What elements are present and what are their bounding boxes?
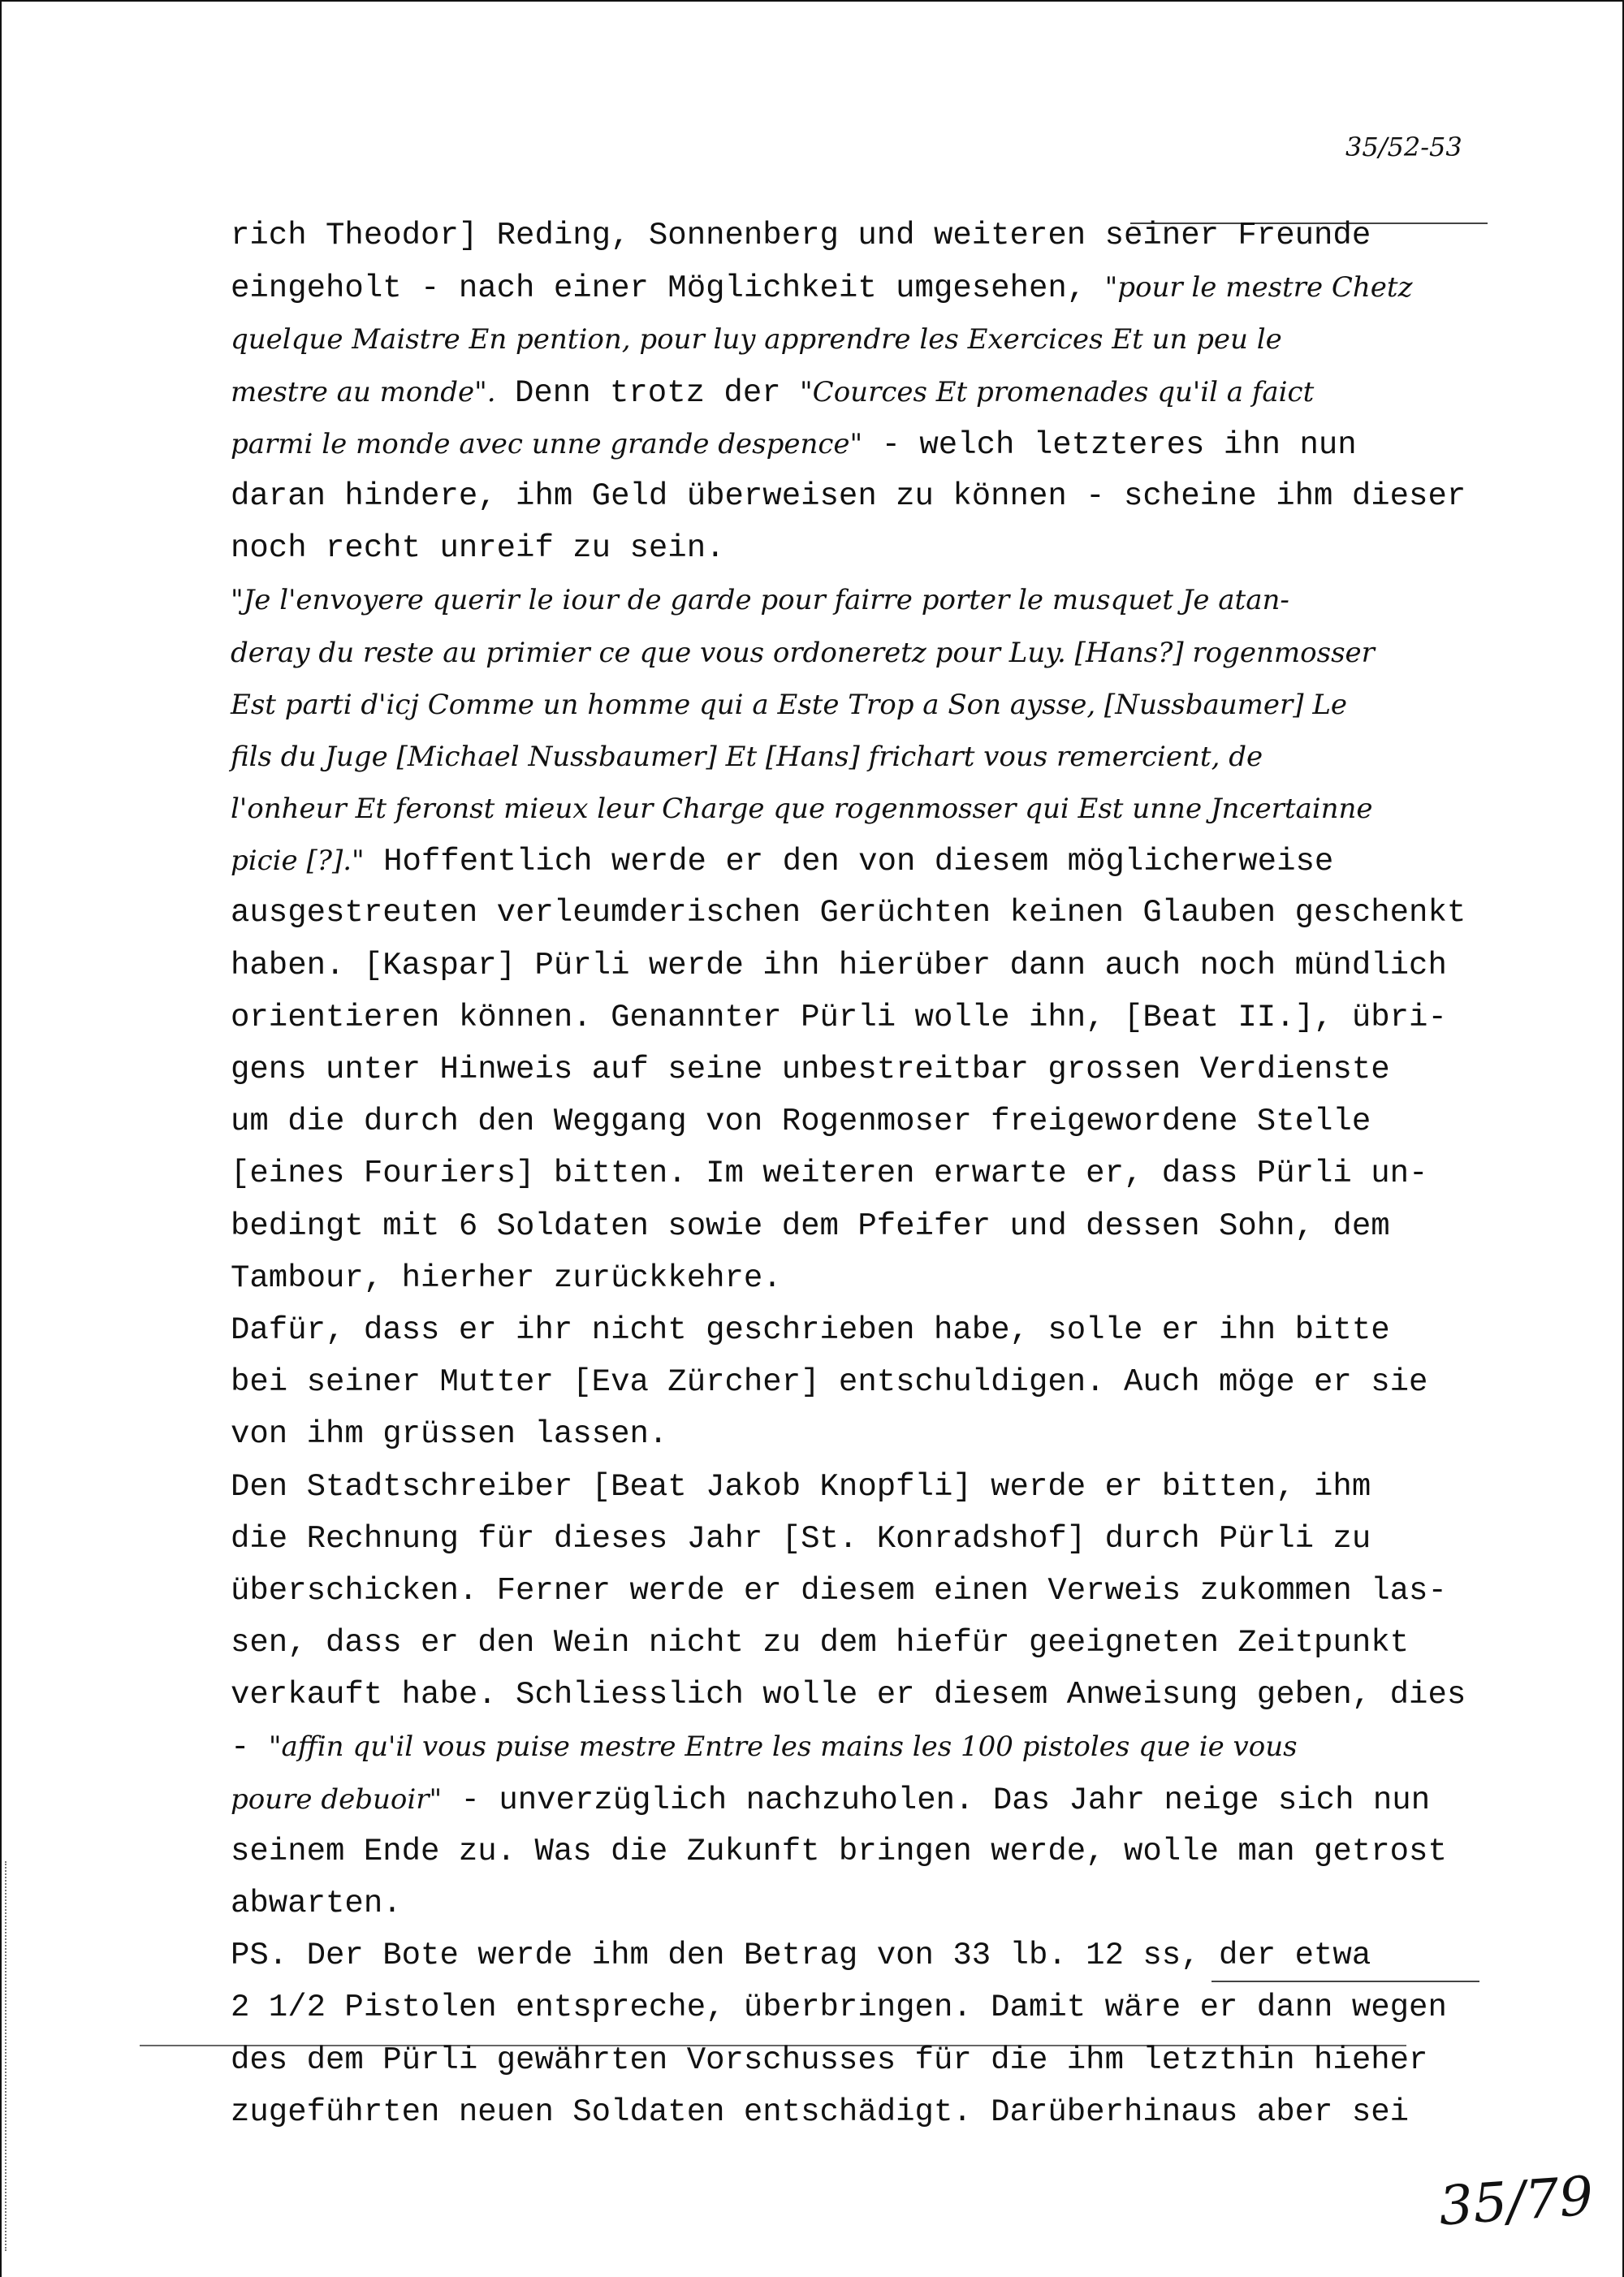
body-text-segment: Den Stadtschreiber [Beat Jakob Knopfli] werde er bitten, ihm [231, 1468, 1371, 1505]
text-line [231, 313, 1530, 365]
archive-mark: 35/79 [1436, 2164, 1596, 2238]
body-text-segment: noch recht unreif zu sein. [231, 530, 725, 567]
text-line [231, 992, 1530, 1043]
quoted-source-text: mestre au monde". [231, 375, 496, 408]
text-line [231, 835, 1530, 887]
text-line [231, 1043, 1530, 1095]
text-line [231, 940, 1530, 992]
body-text-segment: verkauft habe. Schliesslich wolle er diesem Anweisung geben, dies [231, 1677, 1466, 1713]
text-line [231, 1252, 1530, 1304]
body-text-segment: eingeholt - nach einer Möglichkeit umgesehen, [231, 270, 1105, 307]
text-line [231, 783, 1530, 835]
text-line [231, 679, 1530, 731]
body-text-segment: Denn trotz der [495, 374, 801, 411]
quoted-source-text: "affin qu'il vous puise mestre Entre les mains les 100 pistoles que ie vous [268, 1730, 1298, 1764]
body-text-segment: abwarten. [231, 1886, 402, 1921]
body-text-segment: bei seiner Mutter [Eva Zürcher] entschuldigen. Auch möge er sie [231, 1364, 1428, 1401]
body-text-segment: seinem Ende zu. Was die Zukunft bringen werde, wolle man getrost [231, 1833, 1447, 1869]
text-line [231, 261, 1530, 313]
text-line [231, 574, 1530, 626]
text-line [231, 1565, 1530, 1617]
text-line [231, 2086, 1530, 2138]
scan-edge-marks [5, 1861, 31, 2251]
text-line [231, 210, 1530, 261]
text-line [231, 1147, 1530, 1199]
text-line [231, 1095, 1530, 1147]
text-line [231, 1929, 1530, 1981]
body-text-segment: überschicken. Ferner werde er diesem einen Verweis zukommen las- [231, 1572, 1447, 1609]
quoted-source-text: deray du reste au primier ce que vous ordoneretz pour Luy. [Hans?] rogenmosser [231, 636, 1375, 669]
text-line [231, 887, 1530, 939]
body-text-segment: des dem Pürli gewährten Vorschusses für die ihm letzthin hieher [231, 2042, 1428, 2078]
body-text-segment: Hoffentlich werde er den von diesem möglicherweise [364, 844, 1334, 880]
quoted-source-text: "Je l'envoyere querir le iour de garde pour fairre porter le musquet Je atan- [231, 584, 1289, 617]
text-line [231, 1461, 1530, 1513]
text-line [231, 1200, 1530, 1252]
quoted-source-text: "pour le mestre Chetz [1104, 271, 1413, 305]
text-line [231, 366, 1530, 418]
body-text-segment: - unverzüglich nachzuholen. Das Jahr neige sich nun [442, 1782, 1431, 1818]
body-text-segment: die Rechnung für dieses Jahr [St. Konradshof] durch Pürli zu [231, 1520, 1371, 1557]
body-text-segment: bedingt mit 6 Soldaten sowie dem Pfeifer und dessen Sohn, dem [231, 1208, 1390, 1244]
quoted-source-text: "Cources Et promenades qu'il a faict [800, 375, 1315, 408]
body-text-segment: zugeführten neuen Soldaten entschädigt. Darüberhinaus aber sei [231, 2093, 1410, 2130]
body-text-segment: gens unter Hinweis auf seine unbestreitbar grossen Verdienste [231, 1052, 1390, 1087]
text-line [231, 1669, 1530, 1721]
body-text-segment: - welch letzteres ihn nun [862, 426, 1357, 463]
body-text-segment: Dafür, dass er ihr nicht geschrieben habe, solle er ihn bitte [231, 1311, 1390, 1348]
text-line [231, 470, 1530, 522]
quoted-source-text: Est parti d'icj Comme un homme qui a Este Trop a Son aysse, [Nussbaumer] Le [231, 688, 1348, 721]
quoted-source-text: fils du Juge [Michael Nussbaumer] Et [Hans] frichart vous remercient, de [231, 740, 1263, 773]
text-line [231, 1877, 1530, 1929]
text-line [231, 522, 1530, 574]
body-text-segment: Tambour, hierher zurückkehre. [231, 1259, 782, 1296]
body-text-segment: um die durch den Weggang von Rogenmoser freigewordene Stelle [231, 1104, 1371, 1140]
body-text-segment: rich Theodor] Reding, Sonnenberg und weiteren seiner Freunde [231, 218, 1371, 253]
document-body [231, 210, 1530, 2138]
text-line [231, 2034, 1530, 2086]
quoted-source-text: picie [?]." [231, 845, 365, 878]
text-line [231, 1981, 1530, 2033]
quoted-source-text: parmi le monde avec unne grande despence" [231, 427, 863, 460]
body-text-segment: 2 1/2 Pistolen entspreche, überbringen. Damit wäre er dann wegen [231, 1990, 1447, 2026]
text-line [231, 1617, 1530, 1669]
body-text-segment: ausgestreuten verleumderischen Gerüchten keinen Glauben geschenkt [231, 895, 1466, 931]
body-text-segment: - [231, 1730, 269, 1766]
text-line [231, 1721, 1530, 1773]
quoted-source-text: quelque Maistre En pention, pour luy apprendre les Exercices Et un peu le [231, 323, 1282, 356]
page-reference: 35/52-53 [1345, 132, 1462, 162]
text-line [231, 627, 1530, 679]
text-line [231, 731, 1530, 783]
quoted-source-text: l'onheur Et feronst mieux leur Charge que rogenmosser qui Est unne Jncertainne [231, 793, 1373, 826]
body-text-segment: von ihm grüssen lassen. [231, 1416, 668, 1453]
text-line [231, 1825, 1530, 1877]
text-line [231, 1356, 1530, 1408]
body-text-segment: [eines Fouriers] bitten. Im weiteren erwarte er, dass Pürli un- [231, 1156, 1428, 1192]
text-line [231, 418, 1530, 470]
text-line [231, 1304, 1530, 1356]
text-line [231, 1513, 1530, 1565]
body-text-segment: haben. [Kaspar] Pürli werde ihn hierüber dann auch noch mündlich [231, 947, 1447, 983]
body-text-segment: PS. Der Bote werde ihm den Betrag von 33 lb. 12 ss, der etwa [231, 1938, 1371, 1974]
body-text-segment: sen, dass er den Wein nicht zu dem hiefür geeigneten Zeitpunkt [231, 1625, 1410, 1661]
quoted-source-text: poure debuoir" [231, 1782, 443, 1816]
body-text-segment: daran hindere, ihm Geld überweisen zu können - scheine ihm dieser [231, 477, 1466, 514]
text-line [231, 1774, 1530, 1825]
body-text-segment: orientieren können. Genannter Pürli wolle ihn, [Beat II.], übri- [231, 999, 1447, 1035]
text-line [231, 1408, 1530, 1460]
